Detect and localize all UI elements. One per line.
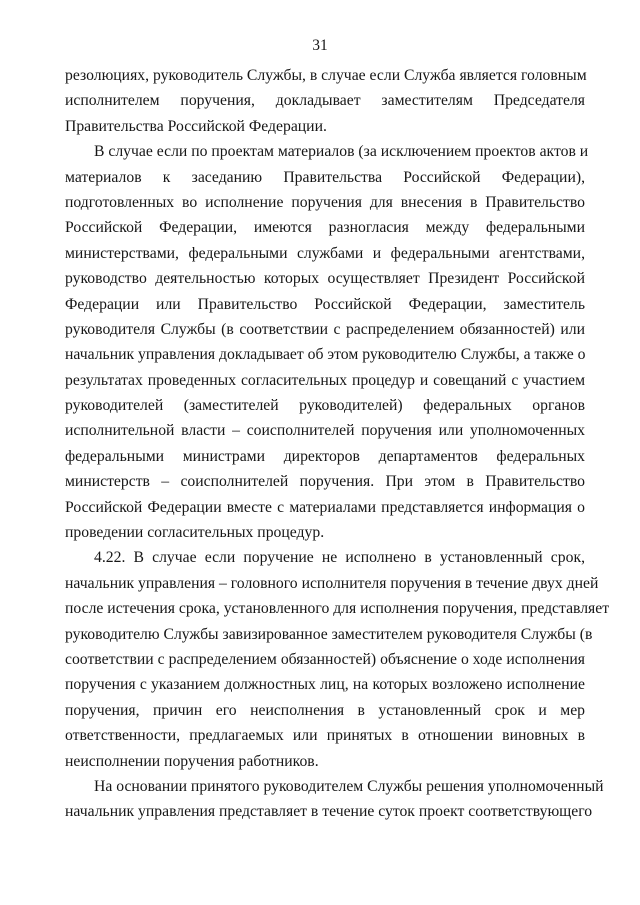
text-line: Правительства Российской Федерации. — [65, 117, 327, 135]
text-line: руководителей (заместителей руководителей) федеральных органов — [65, 397, 585, 415]
text-line: федеральными министрами директоров департаментов федеральных — [65, 447, 585, 465]
text-line: 4.22. В случае если поручение не исполнено в установленный срок, — [94, 549, 585, 567]
text-line: руководителю Службы завизированное заместителем руководителя Службы (в — [65, 625, 593, 643]
text-line: начальник управления – головного исполнителя поручения в течение двух дней — [65, 574, 599, 592]
text-line: проведении согласительных процедур. — [65, 524, 325, 542]
paragraph-4 — [65, 774, 604, 825]
text-line: подготовленных во исполнение поручения для внесения в Правительство — [65, 193, 585, 211]
text-line: исполнительной власти – соисполнителей поручения или уполномоченных — [65, 422, 585, 440]
text-line: исполнителем поручения, докладывает заместителям Председателя — [65, 92, 585, 110]
page-number: 31 — [312, 37, 328, 54]
text-line: начальник управления представляет в течение суток проект соответствующего — [65, 803, 593, 821]
paragraph-2 — [65, 139, 589, 545]
text-line: результатах проведенных согласительных процедур и совещаний с участием — [65, 371, 585, 389]
text-line: ответственности, предлагаемых или принятых в отношении виновных в — [65, 727, 585, 745]
text-line: На основании принятого руководителем Службы решения уполномоченный — [94, 777, 604, 795]
text-line: руководство деятельностью которых осуществляет Президент Российской — [65, 270, 585, 288]
document-body — [65, 63, 610, 825]
text-line: В случае если по проектам материалов (за исключением проектов актов и — [94, 143, 589, 161]
text-line: министерств – соисполнителей поручения. При этом в Правительство — [65, 473, 585, 491]
text-line: министерствами, федеральными службами и федеральными агентствами, — [65, 244, 585, 262]
text-line: Российской Федерации, имеются разногласия между федеральными — [65, 219, 585, 237]
text-line: неисполнении поручения работников. — [65, 752, 319, 770]
text-line: Российской Федерации вместе с материалами представляется информация о — [65, 498, 585, 516]
text-line: поручения с указанием должностных лиц, на которых возложено исполнение — [65, 676, 585, 694]
text-line: материалов к заседанию Правительства Российской Федерации), — [65, 168, 585, 186]
paragraph-3 — [65, 545, 610, 774]
text-line: резолюциях, руководитель Службы, в случае если Служба является головным — [65, 67, 587, 84]
text-line: поручения, причин его неисполнения в установленный срок и мер — [65, 701, 585, 719]
paragraph-1 — [65, 63, 585, 139]
text-line: руководителя Службы (в соответствии с распределением обязанностей) или — [65, 320, 585, 338]
text-line: соответствии с распределением обязанностей) объяснение о ходе исполнения — [65, 650, 585, 668]
text-line: после истечения срока, установленного для исполнения поручения, представляет — [65, 600, 610, 618]
text-line: начальник управления докладывает об этом руководителю Службы, а также о — [65, 346, 586, 364]
text-line: Федерации или Правительство Российской Федерации, заместитель — [65, 295, 585, 313]
